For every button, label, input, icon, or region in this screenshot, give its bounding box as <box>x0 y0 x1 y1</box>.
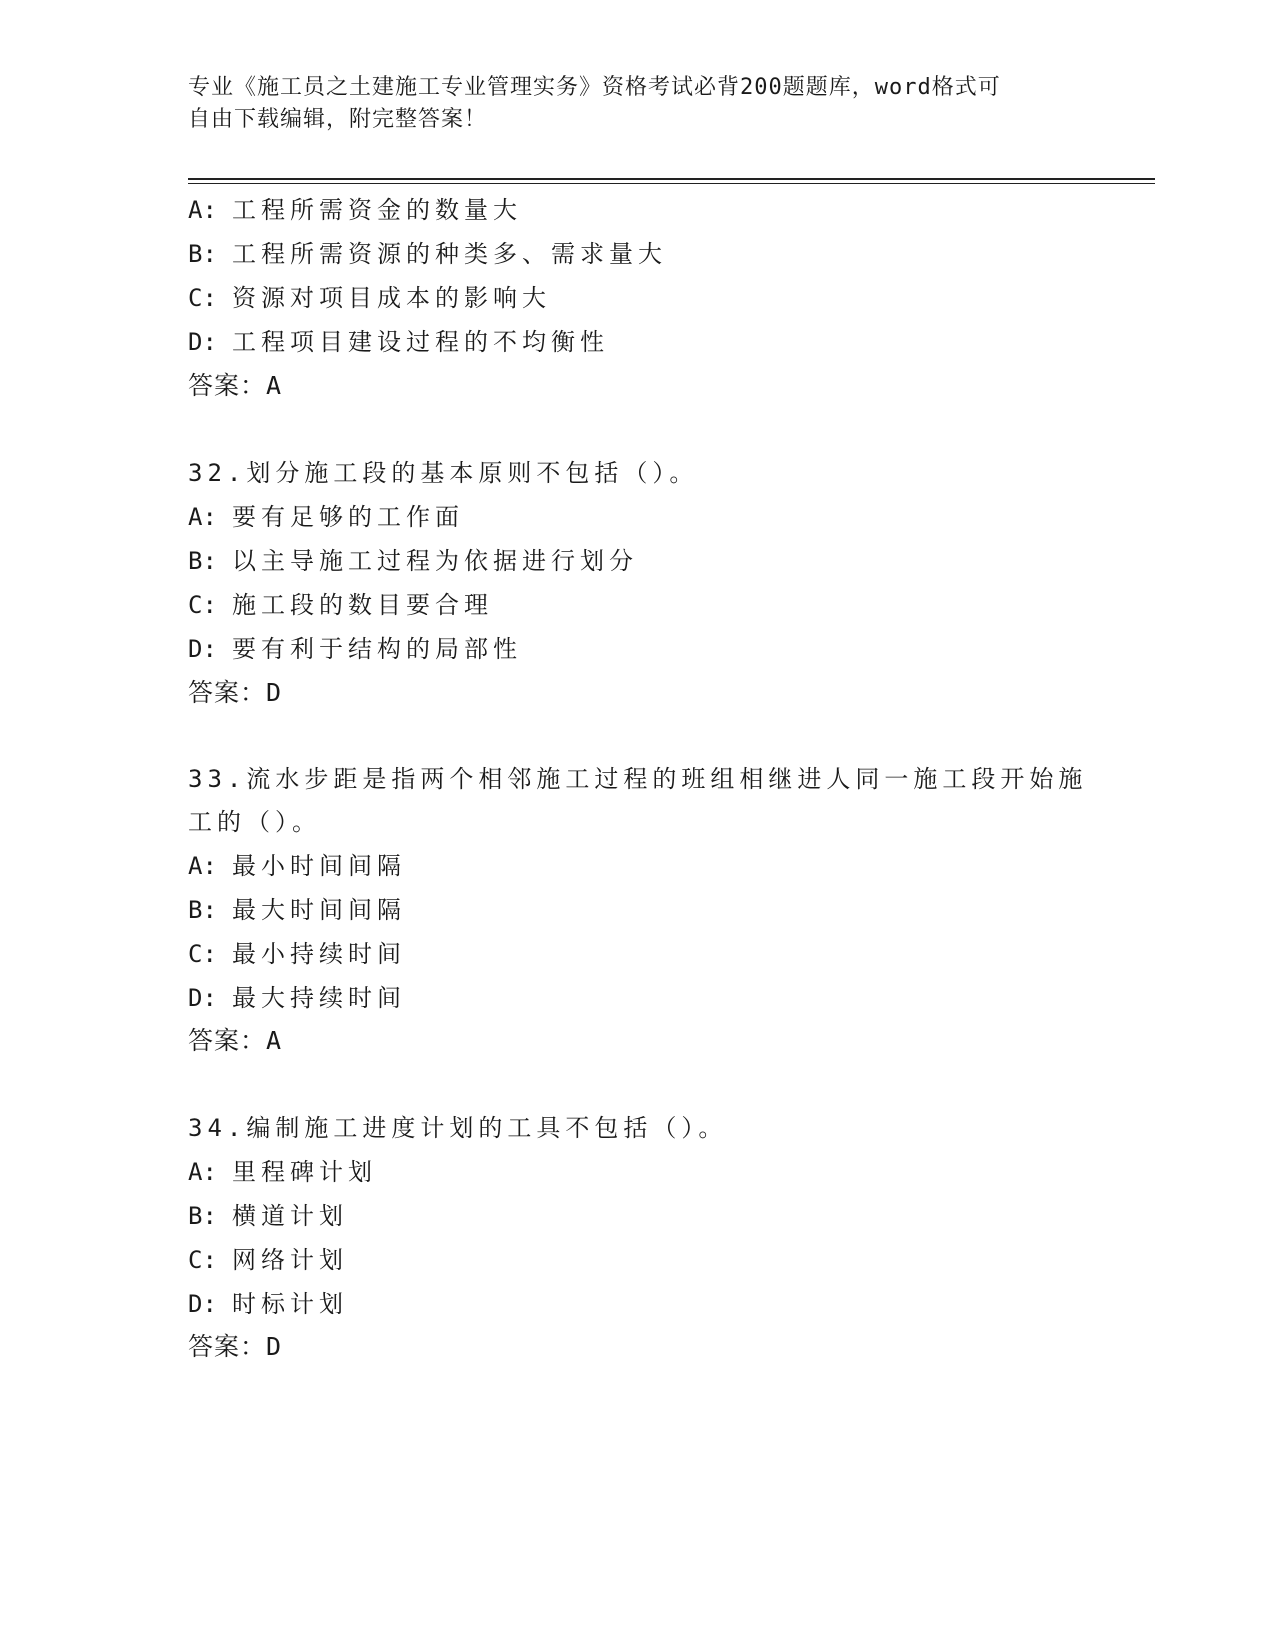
document-header <box>188 72 1068 136</box>
q31-answer <box>188 367 282 405</box>
q34-question: 34.编制施工进度计划的工具不包括（）。 <box>188 1114 728 1142</box>
option-text: 工程所需资金的数量大 <box>232 196 522 224</box>
answer-label: 答案： <box>188 371 267 400</box>
option-text: 里程碑计划 <box>232 1158 377 1186</box>
q33-option-d <box>188 979 406 1017</box>
q31-option-d <box>188 323 609 361</box>
q33-question-line-1: 33.流水步距是指两个相邻施工过程的班组相继进人同一施工段开始施 <box>188 765 1088 793</box>
q33-option-b <box>188 891 406 929</box>
option-label: B: <box>188 1202 217 1230</box>
q33-question-line-2: 工的（）。 <box>188 808 321 836</box>
option-label: A: <box>188 1158 217 1186</box>
answer-label: 答案： <box>188 1026 267 1055</box>
option-text: 最大持续时间 <box>232 984 406 1012</box>
answer-label: 答案： <box>188 678 267 707</box>
option-text: 以主导施工过程为依据进行划分 <box>232 547 638 575</box>
q34-option-c <box>188 1241 348 1279</box>
header-rule-thin <box>188 183 1155 184</box>
option-text: 网络计划 <box>232 1246 348 1274</box>
q32-option-c <box>188 586 493 624</box>
option-label: C: <box>188 591 217 619</box>
option-text: 最大时间间隔 <box>232 896 406 924</box>
option-label: D: <box>188 635 217 663</box>
answer-value: D <box>266 1332 283 1361</box>
option-text: 资源对项目成本的影响大 <box>232 284 551 312</box>
q32-option-d <box>188 630 522 668</box>
option-label: C: <box>188 940 217 968</box>
q31-option-a <box>188 191 522 229</box>
header-line-1: 专业《施工员之土建施工专业管理实务》资格考试必背200题题库，word格式可 <box>188 75 1001 100</box>
option-label: D: <box>188 1290 217 1318</box>
option-label: B: <box>188 547 217 575</box>
answer-value: D <box>266 678 283 707</box>
answer-value: A <box>266 371 283 400</box>
option-label: B: <box>188 896 217 924</box>
q32-question: 32.划分施工段的基本原则不包括（）。 <box>188 459 699 487</box>
q34-option-d <box>188 1285 348 1323</box>
answer-label: 答案： <box>188 1332 267 1361</box>
answer-value: A <box>266 1026 283 1055</box>
option-label: B: <box>188 240 217 268</box>
option-label: A: <box>188 852 217 880</box>
option-label: C: <box>188 284 217 312</box>
q33-answer <box>188 1022 282 1060</box>
header-line-2: 自由下载编辑，附完整答案！ <box>188 107 488 132</box>
option-label: D: <box>188 328 217 356</box>
q34-option-a <box>188 1153 377 1191</box>
option-text: 要有利于结构的局部性 <box>232 635 522 663</box>
option-text: 横道计划 <box>232 1202 348 1230</box>
option-text: 最小时间间隔 <box>232 852 406 880</box>
option-text: 施工段的数目要合理 <box>232 591 493 619</box>
option-text: 工程项目建设过程的不均衡性 <box>232 328 609 356</box>
option-text: 工程所需资源的种类多、需求量大 <box>232 240 667 268</box>
q32-option-a <box>188 498 464 536</box>
q32-answer <box>188 674 282 712</box>
option-label: A: <box>188 503 217 531</box>
header-rule-thick <box>188 178 1155 180</box>
q31-option-c <box>188 279 551 317</box>
q32-option-b <box>188 542 638 580</box>
q33-option-c <box>188 935 406 973</box>
option-text: 时标计划 <box>232 1290 348 1318</box>
option-text: 要有足够的工作面 <box>232 503 464 531</box>
option-label: C: <box>188 1246 217 1274</box>
option-label: D: <box>188 984 217 1012</box>
option-text: 最小持续时间 <box>232 940 406 968</box>
q34-answer <box>188 1328 282 1366</box>
option-label: A: <box>188 196 217 224</box>
q31-option-b <box>188 235 667 273</box>
q33-option-a <box>188 847 406 885</box>
q34-option-b <box>188 1197 348 1235</box>
